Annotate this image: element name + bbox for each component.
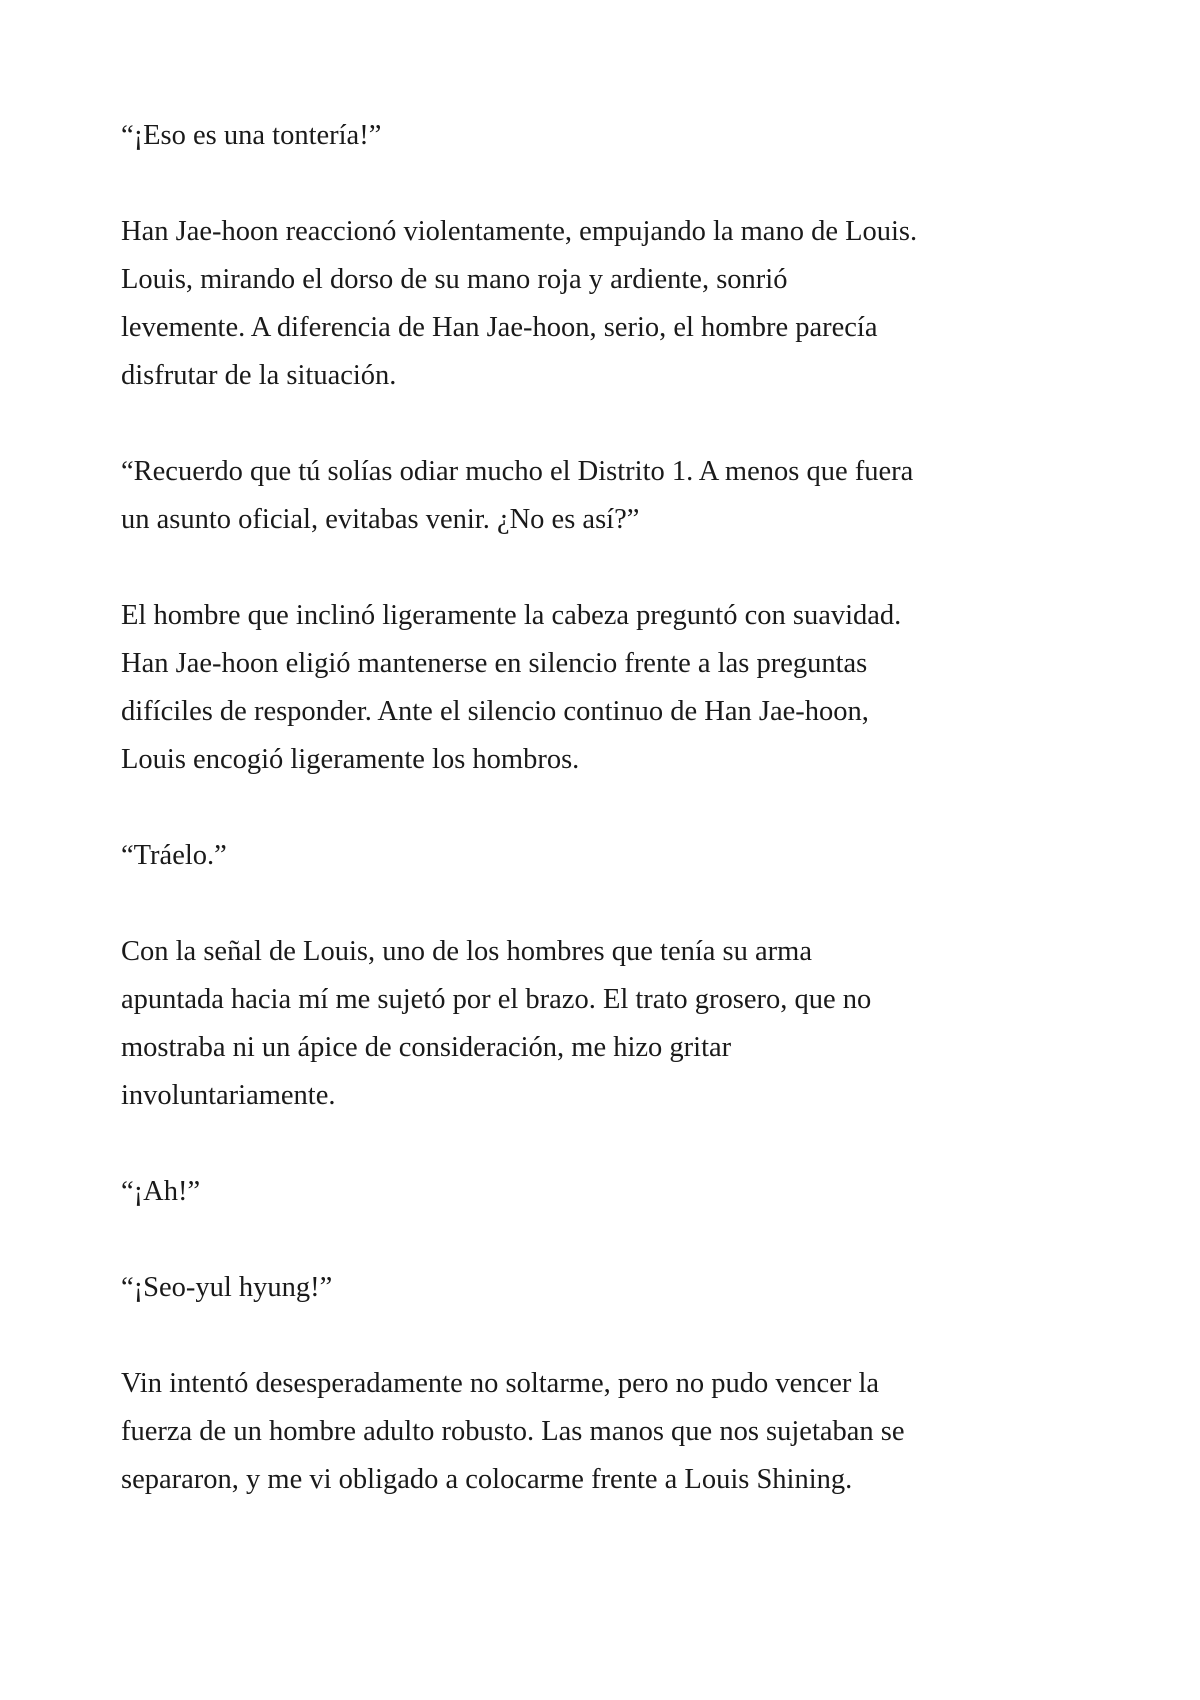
text-line: El hombre que inclinó ligeramente la cabeza preguntó con suavidad. (121, 600, 902, 631)
paragraph (121, 112, 1101, 160)
text-line: un asunto oficial, evitabas venir. ¿No es así?” (121, 504, 640, 535)
paragraph (121, 1360, 1101, 1504)
text-line: Louis encogió ligeramente los hombros. (121, 744, 580, 775)
text-line: Vin intentó desesperadamente no soltarme, pero no pudo vencer la (121, 1368, 880, 1399)
text-line: Con la señal de Louis, uno de los hombres que tenía su arma (121, 936, 812, 967)
text-line: mostraba ni un ápice de consideración, me hizo gritar (121, 1032, 732, 1063)
text-line: Han Jae-hoon eligió mantenerse en silencio frente a las preguntas (121, 648, 868, 679)
document-body (121, 112, 1101, 1552)
text-line: “¡Seo-yul hyung!” (121, 1272, 333, 1303)
text-line: disfrutar de la situación. (121, 360, 397, 391)
paragraph (121, 832, 1101, 880)
text-line: “Tráelo.” (121, 840, 227, 871)
text-line: Louis, mirando el dorso de su mano roja y ardiente, sonrió (121, 264, 788, 295)
text-line: “¡Eso es una tontería!” (121, 120, 382, 151)
text-line: levemente. A diferencia de Han Jae-hoon, serio, el hombre parecía (121, 312, 878, 343)
text-line: apuntada hacia mí me sujetó por el brazo. El trato grosero, que no (121, 984, 872, 1015)
paragraph (121, 1264, 1101, 1312)
text-line: difíciles de responder. Ante el silencio continuo de Han Jae-hoon, (121, 696, 869, 727)
paragraph (121, 448, 1101, 544)
paragraph (121, 928, 1101, 1120)
text-line: “¡Ah!” (121, 1176, 201, 1207)
text-line: fuerza de un hombre adulto robusto. Las manos que nos sujetaban se (121, 1416, 905, 1447)
text-line: Han Jae-hoon reaccionó violentamente, empujando la mano de Louis. (121, 216, 918, 247)
paragraph (121, 592, 1101, 784)
paragraph (121, 208, 1101, 400)
text-line: “Recuerdo que tú solías odiar mucho el Distrito 1. A menos que fuera (121, 456, 914, 487)
text-line: involuntariamente. (121, 1080, 336, 1111)
paragraph (121, 1168, 1101, 1216)
text-line: separaron, y me vi obligado a colocarme frente a Louis Shining. (121, 1464, 853, 1495)
